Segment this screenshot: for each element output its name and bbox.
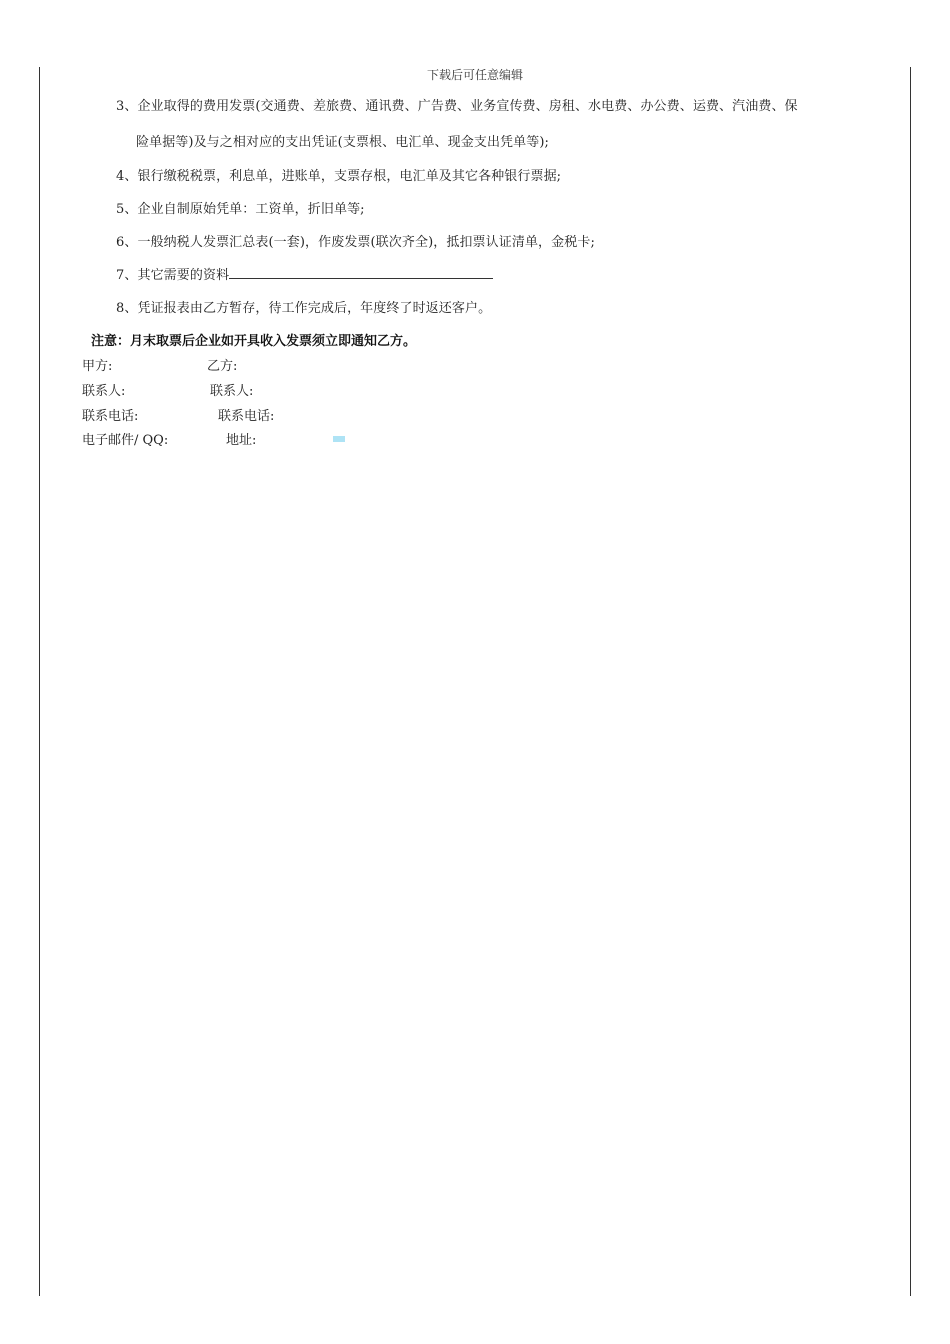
contact-b-label: 联系人:: [210, 384, 254, 399]
page-border-left: [39, 67, 40, 1296]
address-b-label: 地址:: [226, 433, 257, 448]
list-item-3: 3、企业取得的费用发票(交通费、差旅费、通讯费、广告费、业务宣传费、房租、水电费、办公费、运费、汽油费、保: [116, 99, 798, 114]
list-item-4: 4、银行缴税税票，利息单，进账单，支票存根，电汇单及其它各种银行票据;: [116, 169, 562, 184]
page-header: 下载后可任意编辑: [426, 68, 523, 82]
page-border-right: [910, 67, 911, 1296]
phone-a-label: 联系电话:: [82, 409, 139, 424]
phone-b-label: 联系电话:: [218, 409, 275, 424]
highlight-marker: [333, 436, 345, 442]
list-item-8: 8、凭证报表由乙方暂存，待工作完成后，年度终了时返还客户。: [116, 301, 492, 316]
party-a-label: 甲方:: [82, 359, 113, 374]
list-item-5: 5、企业自制原始凭单：工资单，折旧单等;: [116, 202, 365, 217]
list-item-7: [116, 264, 493, 283]
list-item-7-label: 7、其它需要的资料: [116, 268, 230, 283]
contact-a-label: 联系人:: [82, 384, 126, 399]
fill-in-blank-line: [229, 267, 493, 279]
party-b-label: 乙方:: [207, 359, 238, 374]
notice-text: 注意：月末取票后企业如开具收入发票须立即通知乙方。: [91, 334, 417, 349]
list-item-3-continuation: 险单据等)及与之相对应的支出凭证(支票根、电汇单、现金支出凭单等);: [136, 135, 549, 150]
email-a-label: 电子邮件/ QQ:: [82, 433, 169, 448]
list-item-6: 6、一般纳税人发票汇总表(一套)，作废发票(联次齐全)，抵扣票认证清单，金税卡;: [116, 235, 595, 250]
